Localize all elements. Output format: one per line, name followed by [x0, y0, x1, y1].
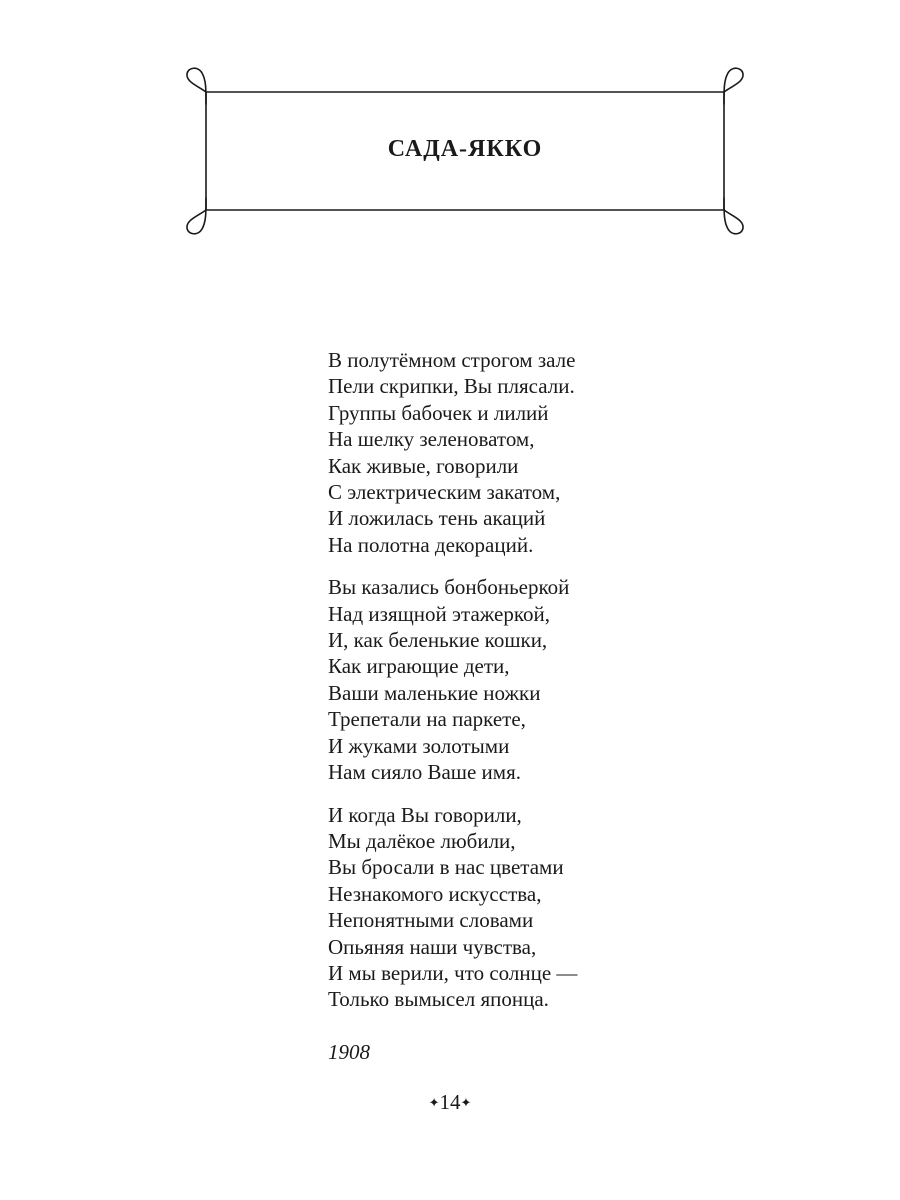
stanza-1	[328, 347, 728, 558]
poem-line: И мы верили, что солнце —	[328, 960, 578, 985]
poem-line: И, как беленькие кошки,	[328, 628, 548, 653]
poem-line: Ваши маленькие ножки	[328, 680, 541, 705]
poem-line: И ложилась тень акаций	[328, 506, 546, 531]
poem-line: Опьяняя наши чувства,	[328, 934, 537, 959]
poem-line: И когда Вы говорили,	[328, 802, 522, 827]
poem-line: На полотна декораций.	[328, 532, 534, 557]
poem-line: С электрическим закатом,	[328, 480, 561, 505]
poem-line: Как живые, говорили	[328, 453, 519, 478]
poem-body	[328, 347, 728, 1029]
poem-line: Трепетали на паркете,	[328, 707, 526, 732]
poem-line: Вы казались бонбоньеркой	[328, 575, 570, 600]
page-number: 14	[439, 1090, 461, 1114]
poem-line: Над изящной этажеркой,	[328, 601, 550, 626]
poem-line: Мы далёкое любили,	[328, 828, 516, 853]
page-title: САДА-ЯККО	[387, 136, 543, 162]
poem-line: Незнакомого искусства,	[328, 881, 542, 906]
poem-line: Как играющие дети,	[328, 654, 510, 679]
poem-line: На шелку зеленоватом,	[328, 427, 535, 452]
poem-line: Пели скрипки, Вы плясали.	[328, 374, 575, 399]
stanza-2	[328, 574, 728, 785]
poem-line: Группы бабочек и лилий	[328, 400, 549, 425]
page-number-footer	[0, 1090, 900, 1115]
poem-date: 1908	[328, 1040, 370, 1064]
poem-line: Только вымысел японца.	[328, 987, 549, 1012]
star-ornament-icon: ✦	[428, 1095, 440, 1110]
poem-line: И жуками золотыми	[328, 733, 510, 758]
poem-line: Нам сияло Ваше имя.	[328, 760, 521, 785]
title-frame	[180, 64, 750, 240]
poem-line: Непонятными словами	[328, 908, 534, 933]
poem-line: В полутёмном строгом зале	[328, 348, 576, 372]
star-ornament-icon: ✦	[460, 1095, 472, 1110]
poem-line: Вы бросали в нас цветами	[328, 855, 564, 880]
stanza-3	[328, 802, 728, 1013]
